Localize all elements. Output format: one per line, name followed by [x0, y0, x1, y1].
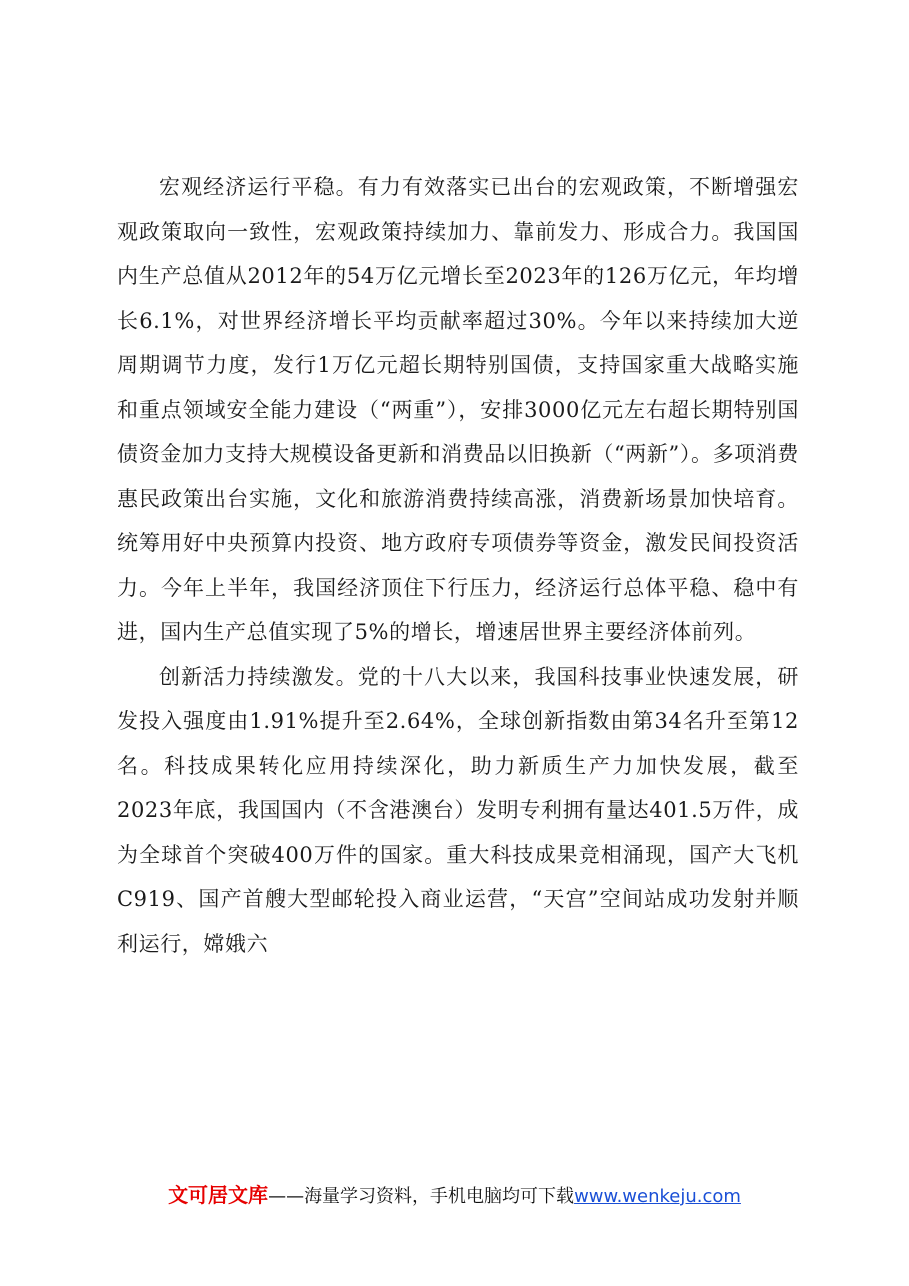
paragraph-innovation: 创新活力持续激发。党的十八大以来，我国科技事业快速发展，研发投入强度由1.91%提升至2.64%，全球创新指数由第34名升至第12名。科技成果转化应用持续深化，助力新质生产力加快发展，截至2023年底，我国国内（不含港澳台）发明专利拥有量达401.5万件，成为全球首个突破400万件的国家。重大科技成果竞相涌现，国产大飞机C919、国产首艘大型邮轮投入商业运营，“天宫”空间站成功发射并顺利运行，嫦娥六 [117, 664, 799, 956]
paragraph-macro-economy: 宏观经济运行平稳。有力有效落实已出台的宏观政策，不断增强宏观政策取向一致性，宏观政策持续加力、靠前发力、形成合力。我国国内生产总值从2012年的54万亿元增长至2023年的126万亿元，年均增长6.1%，对世界经济增长平均贡献率超过30%。今年以来持续加大逆周期调节力度，发行1万亿元超长期特别国债，支持国家重大战略实施和重点领域安全能力建设（“两重”），安排3000亿元左右超长期特别国债资金加力支持大规模设备更新和消费品以旧换新（“两新”）。多项消费惠民政策出台实施，文化和旅游消费持续高涨，消费新场景加快培育。统筹用好中央预算内投资、地方政府专项债券等资金，激发民间投资活力。今年上半年，我国经济顶住下行压力，经济运行总体平稳、稳中有进，国内生产总值实现了5%的增长，增速居世界主要经济体前列。 [117, 175, 799, 644]
footer-brand: 文可居文库 [168, 1183, 269, 1207]
document-body [117, 165, 799, 966]
footer-site-link[interactable]: www.wenkeju.com [574, 1186, 741, 1207]
footer-banner [0, 1181, 909, 1211]
footer-slogan: ——海量学习资料，手机电脑均可下载 [268, 1186, 575, 1207]
